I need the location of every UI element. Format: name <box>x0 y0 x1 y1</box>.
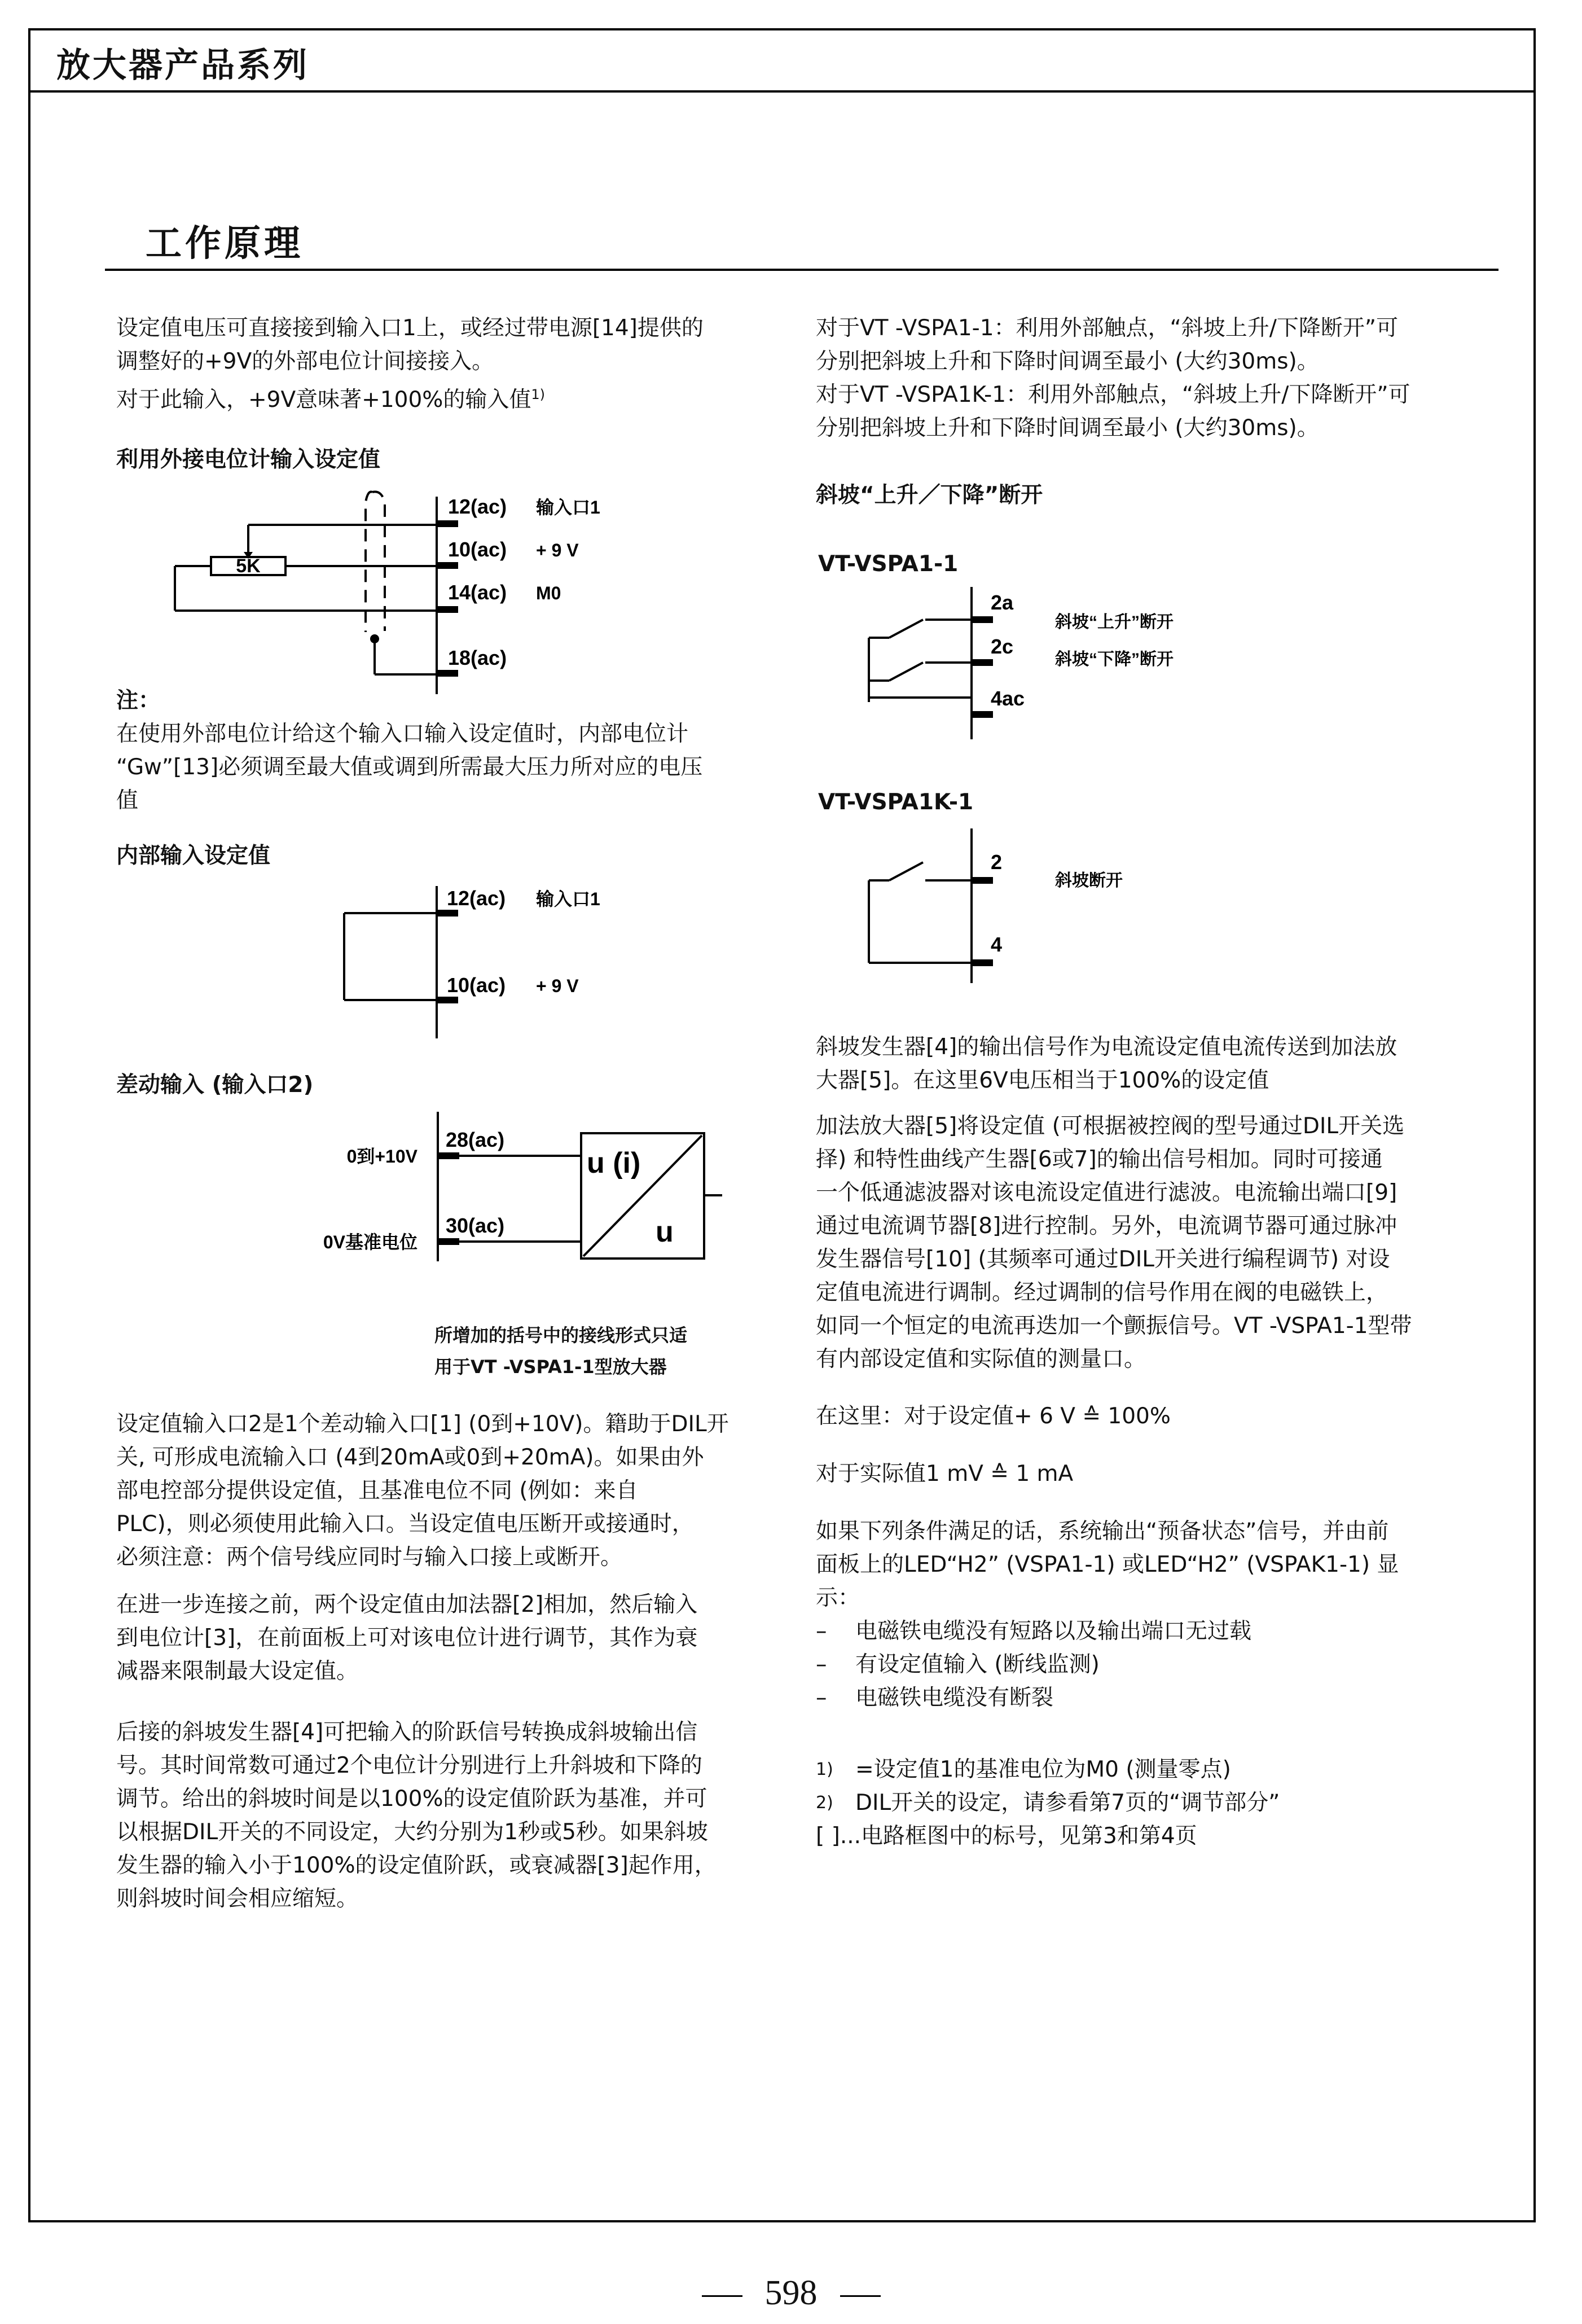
signal-label: 斜坡“上升”断开 <box>1055 613 1174 632</box>
text-line: 有内部设定值和实际值的测量口。 <box>816 1347 1146 1372</box>
text-line: 发生器的输入小于100%的设定值阶跃，或衰减器[3]起作用， <box>116 1853 717 1878</box>
text-line: 斜坡发生器[4]的输出信号作为电流设定值电流传送到加法放 <box>816 1034 1398 1060</box>
text-line: 对于此输入，+9V意味著+100%的输入值$^{1)}$ <box>116 387 545 413</box>
right-paragraph-1 <box>816 1031 1465 1097</box>
diagram-title: VT-VSPA1-1 <box>818 551 959 577</box>
footnote: 2) DIL开关的设定，请参看第7页的“调节部分” <box>816 1790 1280 1816</box>
text-line: 必须注意：两个信号线应同时与输入口接上或断开。 <box>116 1545 623 1570</box>
left-intro <box>116 312 765 416</box>
pin-label: 12(ac) <box>447 887 506 910</box>
pin-label: 2c <box>991 635 1014 658</box>
text-line: 调整好的+9V的外部电位计间接接入。 <box>116 349 494 374</box>
text-line: 择) 和特性曲线产生器[6或7]的输出信号相加。同时可接通 <box>816 1147 1383 1172</box>
footnote: [ ]...电路框图中的标号，见第3和第4页 <box>816 1823 1197 1849</box>
signal-label: + 9 V <box>536 976 579 996</box>
heading-ramp-off: 斜坡“上升／下降”断开 <box>816 483 1043 508</box>
text-line: 分别把斜坡上升和下降时间调至最小 (大约30ms)。 <box>816 349 1319 374</box>
signal-label: 斜坡断开 <box>1055 871 1123 890</box>
text-line: 在进一步连接之前，两个设定值由加法器[2]相加，然后输入 <box>116 1592 698 1617</box>
text-line: 关, 可形成电流输入口 (4到20mA或0到+20mA)。如果由外 <box>116 1445 704 1470</box>
signal-label: 斜坡“下降”断开 <box>1055 650 1174 669</box>
pin-label: 12(ac) <box>448 495 507 518</box>
header-title: 放大器产品系列 <box>56 46 309 85</box>
text-line: 大器[5]。在这里6V电压相当于100%的设定值 <box>816 1068 1269 1093</box>
text-line: 部电控部分提供设定值，且基准电位不同 (例如：来自 <box>116 1478 638 1503</box>
list-item: – 有设定值输入 (断线监测) <box>816 1652 1100 1677</box>
pin-label: 10(ac) <box>447 974 506 997</box>
text-line: 所增加的括号中的接线形式只适 <box>434 1325 688 1346</box>
text-line: 一个低通滤波器对该电流设定值进行滤波。电流输出端口[9] <box>816 1180 1398 1205</box>
text-line: 后接的斜坡发生器[4]可把输入的阶跃信号转换成斜坡输出信 <box>116 1720 698 1745</box>
pin-label: 28(ac) <box>446 1128 505 1151</box>
text-line: 加法放大器[5]将设定值 (可根据被控阀的型号通过DIL开关选 <box>816 1113 1405 1139</box>
text-line: 通过电流调节器[8]进行控制。另外，电流调节器可通过脉冲 <box>816 1213 1398 1239</box>
text-line: 用于VT -VSPA1-1型放大器 <box>434 1356 667 1378</box>
heading-external-pot: 利用外接电位计输入设定值 <box>116 447 381 472</box>
text-line: 调节。给出的斜坡时间是以100%的设定值阶跃为基准，并可 <box>116 1786 707 1812</box>
text-line: 分别把斜坡上升和下降时间调至最小 (大约30ms)。 <box>816 415 1319 441</box>
right-paragraph-3 <box>816 1515 1465 1715</box>
text-line: 则斜坡时间会相应缩短。 <box>116 1886 359 1911</box>
setpoint-line: 在这里：对于设定值+ 6 V ≙ 100% <box>816 1404 1171 1429</box>
diagram-internal-input <box>327 880 677 1044</box>
section-rule <box>105 269 1498 271</box>
block-label-top: u (i) <box>587 1147 641 1179</box>
right-paragraph-2 <box>816 1110 1465 1376</box>
text-line: 如同一个恒定的电流再迭加一个颤振信号。VT -VSPA1-1型带 <box>816 1313 1412 1339</box>
heading-differential: 差动输入 (输入口2) <box>116 1072 314 1098</box>
text-line: 如果下列条件满足的话，系统输出“预备状态”信号，并由前 <box>816 1519 1389 1544</box>
signal-label: 输入口1 <box>536 497 600 518</box>
text-line: 值 <box>116 788 139 813</box>
pin-label: 14(ac) <box>448 581 507 604</box>
diagram-vspa1-1 <box>846 581 1298 745</box>
text-line: 号。其时间常数可通过2个电位计分别进行上升斜坡和下降的 <box>116 1753 702 1778</box>
block-label-bottom: u <box>656 1216 674 1248</box>
pin-label: 18(ac) <box>448 646 507 669</box>
text-line: 示： <box>816 1585 860 1611</box>
left-paragraph-1 <box>116 1407 765 1574</box>
signal-label: 0到+10V <box>346 1146 418 1167</box>
diagram-differential-input <box>305 1106 739 1264</box>
text-line: 设定值输入口2是1个差动输入口[1] (0到+10V)。籍助于DIL开 <box>116 1411 729 1437</box>
diagram-vspa1k-1 <box>846 824 1298 988</box>
pin-label: 2 <box>991 850 1003 874</box>
note-title: 注： <box>116 688 161 713</box>
list-item: – 电磁铁电缆没有断裂 <box>816 1685 1054 1711</box>
footnotes <box>816 1753 1465 1853</box>
pin-label: 4 <box>991 933 1003 956</box>
text-line: 对于VT -VSPA1K-1：利用外部触点，“斜坡上升/下降断开”可 <box>816 382 1410 407</box>
pot-label: 5K <box>236 555 261 577</box>
right-intro <box>816 312 1465 445</box>
pin-label: 10(ac) <box>448 538 507 561</box>
signal-label: 输入口1 <box>536 889 600 909</box>
text-line: 设定值电压可直接接到输入口1上，或经过带电源[14]提供的 <box>116 315 704 341</box>
header-rule <box>28 90 1536 93</box>
text-line: “Gw”[13]必须调至最大值或调到所需最大压力所对应的电压 <box>116 755 703 780</box>
text-line: 以根据DIL开关的不同设定，大约分别为1秒或5秒。如果斜坡 <box>116 1819 708 1845</box>
page-number: 598 <box>0 2273 1582 2313</box>
signal-label: + 9 V <box>536 540 579 560</box>
pin-label: 30(ac) <box>446 1214 505 1237</box>
list-item: – 电磁铁电缆没有短路以及输出端口无过载 <box>816 1619 1252 1644</box>
note-block <box>116 684 765 817</box>
text-line: 面板上的LED“H2” (VSPA1-1) 或LED“H2” (VSPAK1-1) 显 <box>816 1552 1399 1577</box>
diagram-title: VT-VSPA1K-1 <box>818 790 974 815</box>
text-line: 发生器信号[10] (其频率可通过DIL开关进行编程调节) 对设 <box>816 1247 1390 1272</box>
pin-label: 4ac <box>991 687 1025 710</box>
diagram-external-pot <box>158 485 700 711</box>
text-line: 对于VT -VSPA1-1：利用外部触点，“斜坡上升/下降断开”可 <box>816 315 1399 341</box>
signal-label: 0V基准电位 <box>323 1232 418 1252</box>
text-line: 在使用外部电位计给这个输入口输入设定值时，内部电位计 <box>116 721 689 747</box>
section-title: 工作原理 <box>146 223 304 265</box>
heading-internal: 内部输入设定值 <box>116 843 271 869</box>
signal-label: M0 <box>536 583 561 603</box>
pin-label: 2a <box>991 591 1014 614</box>
text-line: 到电位计[3]，在前面板上可对该电位计进行调节，其作为衰 <box>116 1625 698 1651</box>
footnote: 1) =设定值1的基准电位为M0 (测量零点) <box>816 1757 1231 1782</box>
diagram-caption <box>434 1319 687 1383</box>
text-line: PLC)，则必须使用此输入口。当设定值电压断开或接通时， <box>116 1511 694 1537</box>
actual-value-line: 对于实际值1 mV ≙ 1 mA <box>816 1461 1074 1487</box>
text-line: 定值电流进行调制。经过调制的信号作用在阀的电磁铁上， <box>816 1280 1388 1305</box>
left-paragraph-2 <box>116 1588 765 1688</box>
text-line: 减器来限制最大设定值。 <box>116 1659 359 1684</box>
left-paragraph-3 <box>116 1716 765 1915</box>
